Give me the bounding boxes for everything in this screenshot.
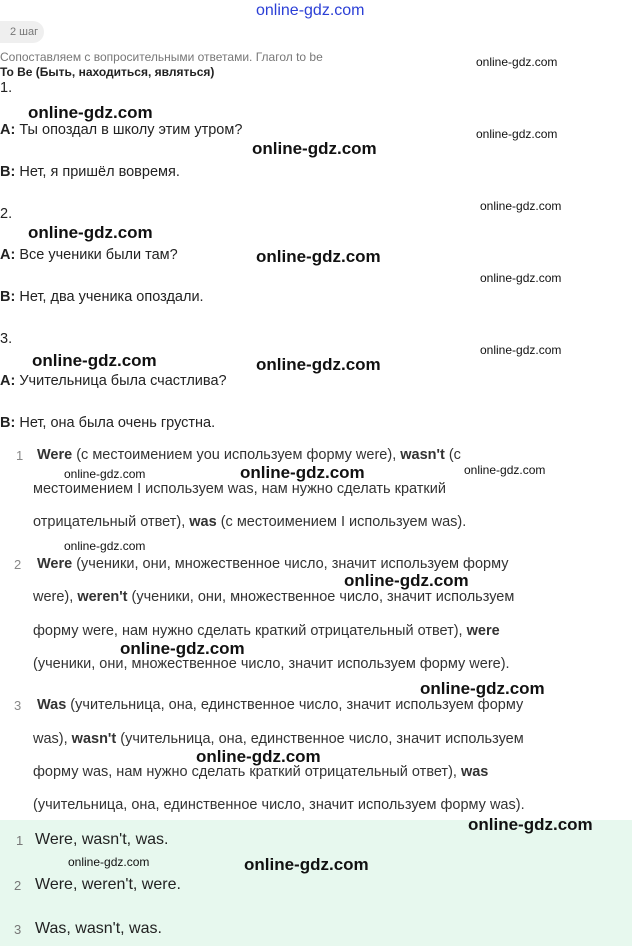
watermark: online-gdz.com [476, 55, 558, 69]
watermark: online-gdz.com [252, 139, 377, 158]
answer-word: weren't [77, 589, 128, 605]
explanation-line [37, 697, 523, 713]
answer-word: was [189, 514, 217, 530]
answer-word: Was [37, 697, 67, 713]
answer-number: 1 [16, 833, 24, 848]
watermark: online-gdz.com [420, 679, 545, 698]
watermark: online-gdz.com [32, 351, 157, 370]
explanation-number: 2 [14, 557, 22, 572]
answer-word: wasn't [400, 447, 445, 463]
explanation-text: was), [33, 731, 72, 747]
truncated-subheading: To Be (Быть, находиться, являться) [0, 65, 215, 79]
explanation-text: (ученики, они, множественное число, значит используем форму [72, 556, 509, 572]
explanation-line [33, 623, 500, 639]
dialog-text: Нет, она была очень грустна. [15, 415, 216, 431]
dialog-line-a [0, 122, 242, 138]
answer-text: Were, wasn't, was. [35, 831, 169, 848]
step-badge: 2 шаг [0, 21, 44, 43]
answer-text: Was, wasn't, was. [35, 920, 162, 937]
explanation-text: (учительница, она, единственное число, значит используем форму was). [33, 797, 525, 813]
dialog-line-b [0, 164, 180, 180]
speaker-b-label: B: [0, 415, 16, 431]
dialog-number: 1. [0, 80, 13, 96]
explanation-number: 1 [16, 448, 24, 463]
watermark: online-gdz.com [480, 343, 562, 357]
dialog-line-a [0, 373, 227, 389]
explanation-line [33, 731, 524, 747]
truncated-heading: Сопоставляем с вопросительными ответами. Глагол to be [0, 50, 323, 64]
speaker-a-label: A: [0, 247, 16, 263]
dialog-line-a [0, 247, 178, 263]
explanation-text: форму was, нам нужно сделать краткий отрицательный ответ), [33, 764, 461, 780]
answer-word: Were [37, 556, 73, 572]
explanation-text: местоимением I используем was, нам нужно сделать краткий [33, 481, 446, 497]
dialog-line-b [0, 415, 215, 431]
explanation-line [33, 797, 525, 813]
answer-word: was [460, 764, 489, 780]
watermark: online-gdz.com [464, 463, 546, 477]
speaker-b-label: B: [0, 164, 16, 180]
dialog-text: Все ученики были там? [15, 247, 178, 263]
watermark: online-gdz.com [120, 639, 245, 658]
speaker-a-label: A: [0, 122, 16, 138]
watermark: online-gdz.com [196, 747, 321, 766]
answer-text: Were, weren't, were. [35, 876, 181, 893]
watermark: online-gdz.com [64, 467, 146, 481]
answer-number: 2 [14, 878, 22, 893]
watermark: online-gdz.com [64, 539, 146, 553]
speaker-b-label: B: [0, 289, 16, 305]
explanation-line [37, 447, 461, 463]
explanation-line [33, 514, 466, 530]
speaker-a-label: A: [0, 373, 16, 389]
watermark: online-gdz.com [240, 463, 365, 482]
explanation-text: (учительница, она, единственное число, значит используем [116, 731, 524, 747]
watermark: online-gdz.com [28, 103, 153, 122]
answer-number: 3 [14, 922, 22, 937]
dialog-text: Учительница была счастлива? [15, 373, 227, 389]
explanation-text: (ученики, они, множественное число, значит используем форму were). [33, 656, 510, 672]
watermark: online-gdz.com [256, 355, 381, 374]
explanation-text: форму were, нам нужно сделать краткий отрицательный ответ), [33, 623, 467, 639]
watermark: online-gdz.com [256, 247, 381, 266]
dialog-text: Ты опоздал в школу этим утром? [15, 122, 243, 138]
answer-word: were [466, 623, 500, 639]
explanation-line [33, 656, 510, 672]
watermark: online-gdz.com [68, 855, 150, 869]
watermark: online-gdz.com [476, 127, 558, 141]
explanation-text: (ученики, они, множественное число, значит используем [127, 589, 515, 605]
explanation-text: were), [33, 589, 78, 605]
answer-word: Were [37, 447, 73, 463]
watermark: online-gdz.com [468, 815, 593, 834]
answer-word: wasn't [71, 731, 117, 747]
explanation-text: отрицательный ответ), [33, 514, 190, 530]
explanation-line [37, 556, 509, 572]
watermark: online-gdz.com [480, 271, 562, 285]
dialog-text: Нет, два ученика опоздали. [15, 289, 204, 305]
dialog-line-b [0, 289, 204, 305]
site-url[interactable]: online-gdz.com [256, 2, 365, 19]
explanation-text: (с местоимением I используем was). [216, 514, 467, 530]
explanation-text: (с местоимением you используем форму were), [72, 447, 401, 463]
watermark: online-gdz.com [244, 855, 369, 874]
watermark: online-gdz.com [344, 571, 469, 590]
watermark: online-gdz.com [480, 199, 562, 213]
explanation-text: (с [444, 447, 461, 463]
dialog-number: 3. [0, 331, 13, 347]
watermark: online-gdz.com [28, 223, 153, 242]
explanation-text: (учительница, она, единственное число, значит используем форму [66, 697, 524, 713]
dialog-text: Нет, я пришёл вовремя. [15, 164, 180, 180]
explanation-line [33, 589, 514, 605]
explanation-line [33, 481, 446, 497]
explanation-number: 3 [14, 698, 22, 713]
dialog-number: 2. [0, 206, 13, 222]
